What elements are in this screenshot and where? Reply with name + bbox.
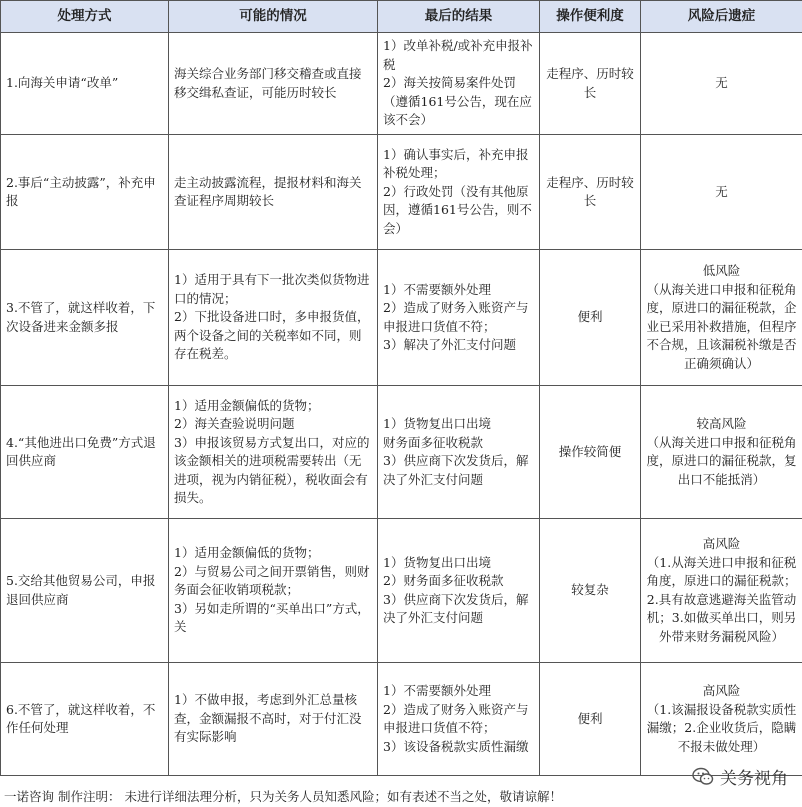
risk-level: 高风险 [702,683,741,698]
risk-line: （从海关进口申报和征税角度，原进口的漏征税款，企业已采用补救措施，但程序不合规，且该漏税补缴是否正确须确认） [646,281,797,371]
situation-line: 1）适用于具有下一批次类似货物进口的情况； [174,272,370,306]
convenience-cell: 走程序、历时较长 [540,135,641,250]
method-cell: 5.交给其他贸易公司，申报退回供应商 [1,519,169,663]
result-cell [378,519,540,663]
risk-level: 较高风险 [696,416,747,431]
method-cell: 1.向海关申请“改单” [1,33,169,135]
situation-line: 2）海关查验说明问题 [174,416,295,431]
result-line: 1）货物复出口出境 [383,554,491,570]
situation-line: 3）申报该贸易方式复出口，对应的该金额相关的进项税需要转出（无进项，视为内销征税），税收面会有损失。 [174,434,370,505]
situation-line: 2）下批设备进口时，多申报货值，两个设备之间的关税率如不同，则存在税差。 [174,309,370,362]
wechat-icon [691,764,715,788]
risk-cell [641,519,802,663]
header-row [1,1,802,33]
table-row [1,519,802,663]
risk-cell [641,663,802,776]
header-convenience: 操作便利度 [540,1,641,33]
result-cell [378,135,540,250]
risk-cell [641,33,802,135]
risk-cell [641,135,802,250]
result-line: 财务面多征收税款 [383,434,484,450]
risk-cell [641,250,802,386]
table-row [1,250,802,386]
risk-line: （1.该漏报设备税款实质性漏缴；2.企业收货后，隐瞒不报未做处理） [646,701,797,754]
situation-line: 2）与贸易公司之间开票销售，则财务面会征收销项税款； [174,563,370,598]
situation-line: 3）另如走所谓的“买单出口”方式，关 [174,600,370,635]
result-cell [378,386,540,519]
situation-cell [169,386,378,519]
result-line: 1）货物复出口出境 [383,416,491,431]
convenience-cell: 便利 [540,663,641,776]
result-line: 2）财务面多征收税款 [383,573,504,588]
risk-line: 无 [715,183,728,199]
situation-cell [169,250,378,386]
result-cell [378,33,540,135]
result-line: 3）该设备税款实质性漏缴 [383,738,529,754]
method-cell: 2.事后“主动披露”，补充申报 [1,135,169,250]
result-line: 2）造成了财务入账资产与申报进口货值不符； [383,300,529,334]
table-row [1,663,802,776]
header-result: 最后的结果 [378,1,540,33]
result-line: 1）不需要额外处理 [383,683,491,698]
convenience-cell: 操作较简便 [540,386,641,519]
situation-cell [169,135,378,250]
method-cell: 6.不管了，就这样收着，不作任何处理 [1,663,169,776]
result-line: 1）不需要额外处理 [383,281,491,297]
risk-level: 高风险 [702,536,741,551]
result-line: 3）供应商下次发货后，解决了外汇支付问题 [383,453,529,487]
table-row [1,33,802,135]
risk-line: 无 [715,75,728,91]
situation-cell [169,33,378,135]
table-row [1,386,802,519]
situation-line: 1）不做申报，考虑到外汇总量核查，金额漏报不高时，对于付汇没有实际影响 [174,692,362,745]
situation-line: 1）适用金额偏低的货物； [174,397,320,413]
risk-level: 低风险 [702,263,741,278]
method-cell: 4.“其他进出口免费”方式退回供应商 [1,386,169,519]
result-cell [378,663,540,776]
situation-line: 海关综合业务部门移交稽查或直接移交缉私查证，可能历时较长 [174,66,362,100]
table-row [1,135,802,250]
situation-cell [169,663,378,776]
convenience-cell: 便利 [540,250,641,386]
convenience-cell: 较复杂 [540,519,641,663]
footer-note: 一诺咨询 制作注明： 未进行详细法理分析，只为关务人员知悉风险；如有表述不当之处，敬请谅解！ [4,789,562,804]
result-line: 1）改单补税/或补充申报补税 [383,38,533,72]
result-line: 3）供应商下次发货后，解决了外汇支付问题 [383,591,529,625]
risk-line: （1.从海关进口申报和征税角度，原进口的漏征税款；2.具有故意逃避海关监管动机；3.如做买单出口，则另外带来财务漏税风险） [646,554,797,644]
risk-line: （从海关进口申报和征税角度，原进口的漏征税款，复出口不能抵消） [646,434,797,487]
header-situation: 可能的情况 [169,1,378,33]
header-risk: 风险后遗症 [641,1,802,33]
method-cell: 3.不管了，就这样收着，下次设备进来金额多报 [1,250,169,386]
situation-line: 1）适用金额偏低的货物； [174,545,320,561]
header-method: 处理方式 [1,1,169,33]
result-line: 2）行政处罚（没有其他原因，遵循161号公告，则不会） [383,183,532,236]
result-line: 2）造成了财务入账资产与申报进口货值不符； [383,701,529,735]
watermark [691,762,788,790]
situation-line: 走主动披露流程，提报材料和海关查证程序周期较长 [174,174,362,208]
convenience-cell: 走程序、历时较长 [540,33,641,135]
watermark-text: 关务视角 [720,768,788,789]
risk-cell [641,386,802,519]
situation-cell [169,519,378,663]
result-line: 1）确认事实后，补充申报补税处理； [383,146,529,181]
result-line: 2）海关按简易案件处罚（遵循161号公告，现在应该不会） [383,75,532,128]
result-line: 3）解决了外汇支付问题 [383,337,516,352]
result-cell [378,250,540,386]
